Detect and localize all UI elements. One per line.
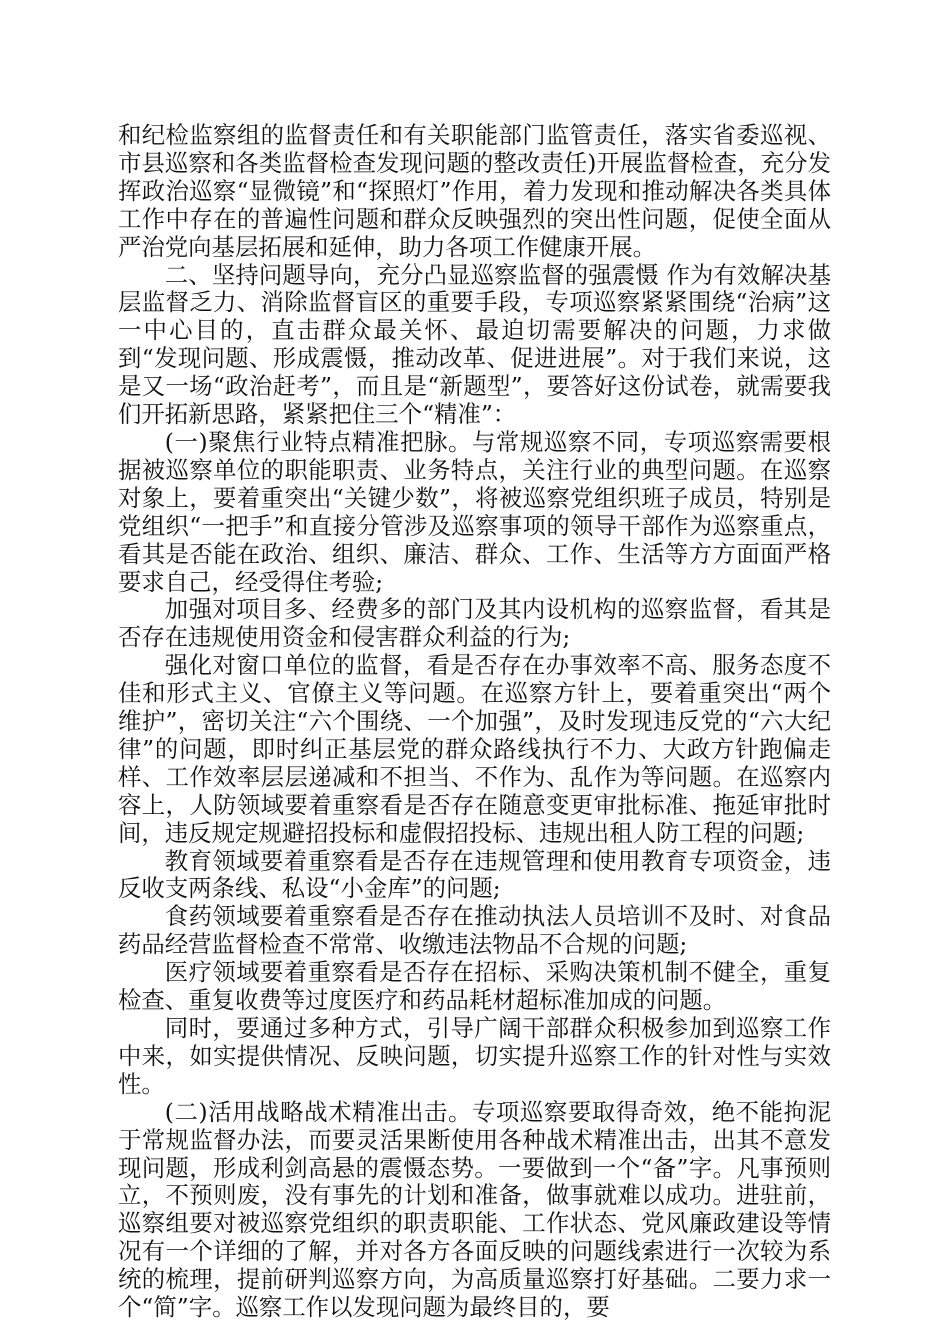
paragraph-6: 教育领域要着重察看是否存在违规管理和使用教育专项资金，违反收支两条线、私设“小金库”的问题;	[118, 846, 831, 903]
paragraph-5: 强化对窗口单位的监督，看是否存在办事效率不高、服务态度不佳和形式主义、官僚主义等问题。在巡察方针上，要着重突出“两个维护”，密切关注“六个围绕、一个加强”，及时发现违反党的“六大纪律”的问题，即时纠正基层党的群众路线执行不力、大政方针跑偏走样、工作效率层层递减和不担当、不作为、乱作为等问题。在巡察内容上，人防领域要着重察看是否存在随意变更审批标准、拖延审批时间，违反规定规避招投标和虚假招投标、违规出租人防工程的问题;	[118, 651, 831, 847]
paragraph-4: 加强对项目多、经费多的部门及其内设机构的巡察监督，看其是否存在违规使用资金和侵害群众利益的行为;	[118, 595, 831, 652]
paragraph-10: (二)活用战略战术精准出击。专项巡察要取得奇效，绝不能拘泥于常规监督办法，而要灵活果断使用各种战术精准出击，出其不意发现问题，形成利剑高悬的震慑态势。一要做到一个“备”字。凡事预则立，不预则废，没有事先的计划和准备，做事就难以成功。进驻前，巡察组要对被巡察党组织的职责职能、工作状态、党风廉政建设等情况有一个详细的了解，并对各方各面反映的问题线索进行一次较为系统的梳理，提前研判巡察方向，为高质量巡察打好基础。二要力求一个“简”字。巡察工作以发现问题为最终目的，要	[118, 1097, 831, 1322]
document-page	[118, 122, 831, 1322]
paragraph-1: 和纪检监察组的监督责任和有关职能部门监管责任，落实省委巡视、市县巡察和各类监督检查发现问题的整改责任)开展监督检查，充分发挥政治巡察“显微镜”和“探照灯”作用，着力发现和推动解决各类具体工作中存在的普遍性问题和群众反映强烈的突出性问题，促使全面从严治党向基层拓展和延伸，助力各项工作健康开展。	[118, 121, 831, 261]
paragraph-9: 同时，要通过多种方式，引导广阔干部群众积极参加到巡察工作中来，如实提供情况、反映问题，切实提升巡察工作的针对性与实效性。	[118, 1014, 831, 1098]
paragraph-7: 食药领域要着重察看是否存在推动执法人员培训不及时、对食品药品经营监督检查不常常、收缴违法物品不合规的问题;	[118, 902, 831, 959]
paragraph-3: (一)聚焦行业特点精准把脉。与常规巡察不同，专项巡察需要根据被巡察单位的职能职责、业务特点，关注行业的典型问题。在巡察对象上，要着重突出“关键少数”，将被巡察党组织班子成员，特别是党组织“一把手”和直接分管涉及巡察事项的领导干部作为巡察重点，看其是否能在政治、组织、廉洁、群众、工作、生活等方方面面严格要求自己，经受得住考验;	[118, 427, 831, 596]
paragraph-2: 二、坚持问题导向，充分凸显巡察监督的强震慑 作为有效解决基层监督乏力、消除监督盲区的重要手段，专项巡察紧紧围绕“治病”这一中心目的，直击群众最关怀、最迫切需要解决的问题，力求做到“发现问题、形成震慑，推动改革、促进进展”。对于我们来说，这是又一场“政治赶考”，而且是“新题型”，要答好这份试卷，就需要我们开拓新思路，紧紧把住三个“精准”：	[118, 260, 831, 429]
paragraph-8: 医疗领域要着重察看是否存在招标、采购决策机制不健全，重复检查、重复收费等过度医疗和药品耗材超标准加成的问题。	[118, 958, 831, 1015]
